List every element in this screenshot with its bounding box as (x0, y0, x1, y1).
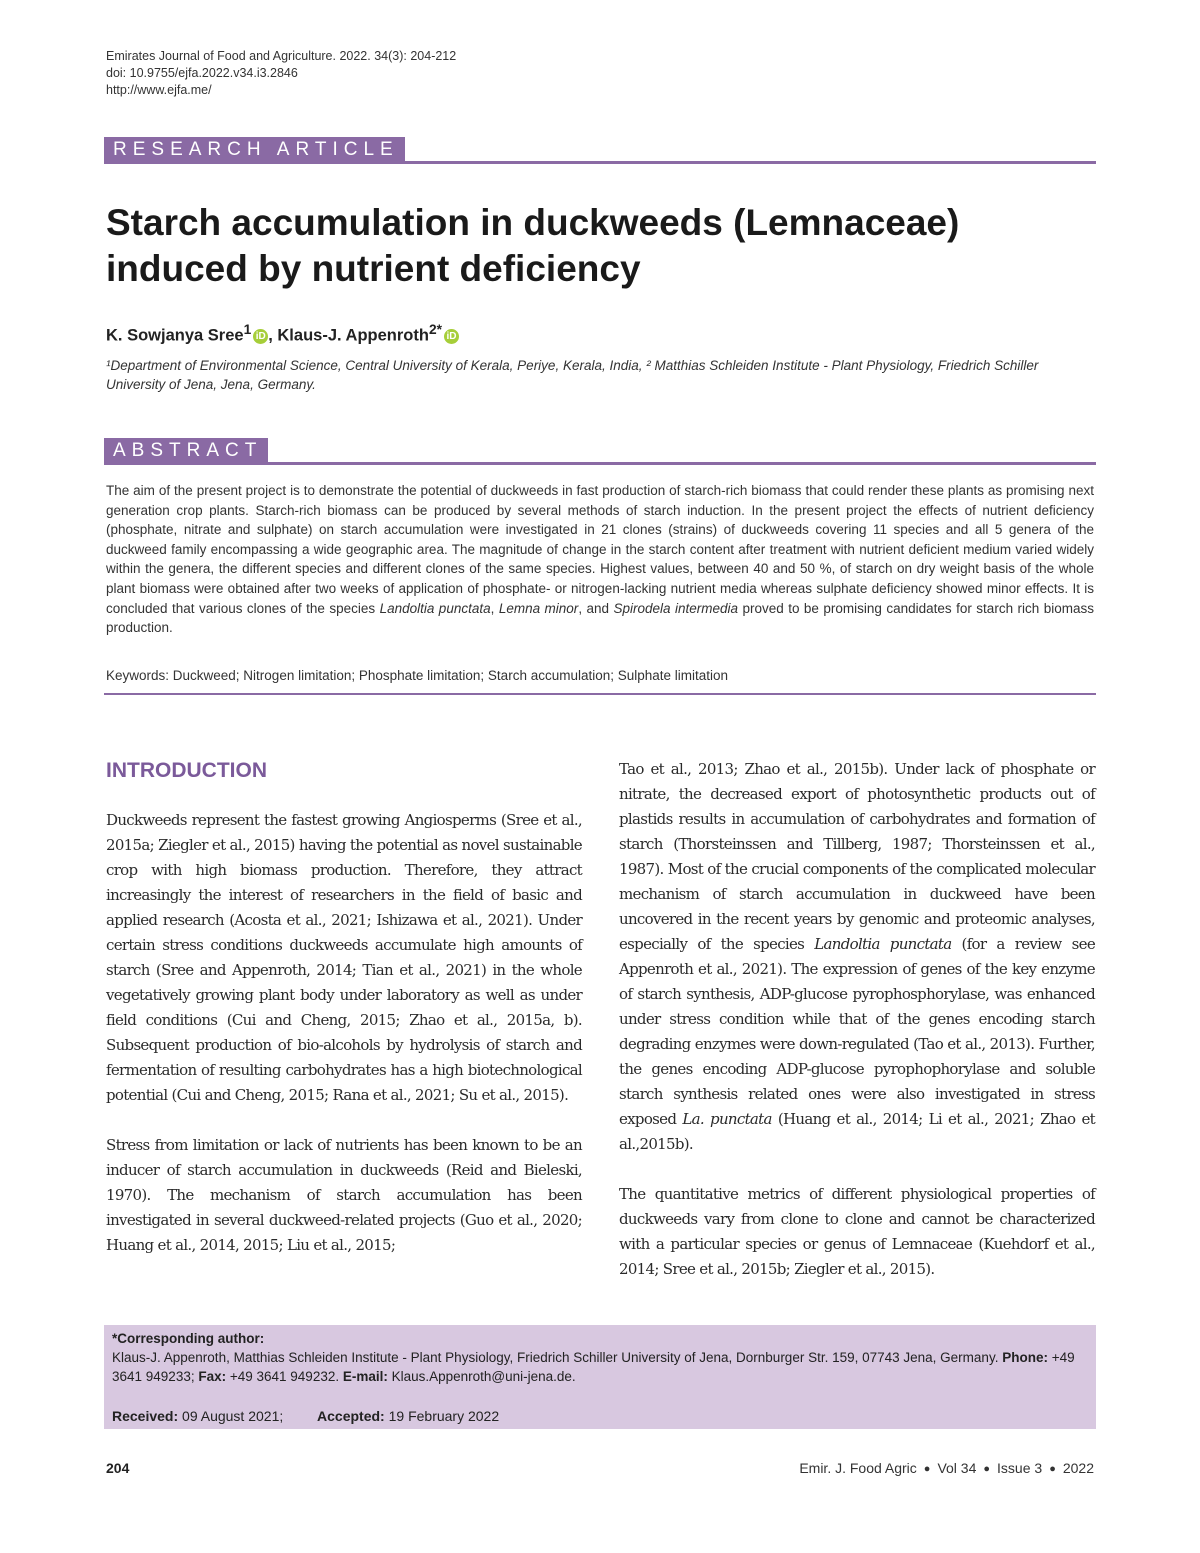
article-type-label: RESEARCH ARTICLE (104, 137, 405, 163)
author-1: K. Sowjanya Sree (106, 326, 244, 345)
article-type-rule (104, 161, 1096, 164)
abstract-text-2: proved to be promising candidates for starch rich biomass production. (106, 600, 1094, 636)
species-name: Landoltia punctata (814, 935, 952, 953)
author-2: Klaus-J. Appenroth (277, 326, 429, 345)
corresponding-author-info (112, 1329, 1082, 1386)
abstract-sep: , and (578, 600, 614, 616)
phone-label: Phone: (1002, 1350, 1048, 1365)
abstract-body (106, 481, 1094, 638)
corresponding-author-title: *Corresponding author: (112, 1331, 265, 1346)
column-left (106, 808, 582, 1283)
page-number: 204 (106, 1460, 130, 1476)
paragraph (619, 757, 1095, 1157)
article-title: Starch accumulation in duckweeds (Lemnaceae) induced by nutrient deficiency (106, 202, 960, 289)
email-link[interactable]: Klaus.Appenroth@uni-jena.de. (387, 1369, 576, 1384)
paragraph-text: (for a review see Appenroth et al., 2021). The expression of genes of the key enzyme of starch synthesis, ADP-glucose pyrophosphorylase, was enhanced under stress condition while that of the genes encoding starch degrading enzymes were down-regulated (Tao et al., 2013). Further, the genes encoding ADP-glucose pyrophophorylase and soluble starch synthesis related ones were also investigated in stress exposed (619, 935, 1095, 1128)
journal-citation: Emirates Journal of Food and Agriculture. 2022. 34(3): 204-212 (106, 49, 457, 63)
footer-journal-name: Emir. J. Food Agric (799, 1460, 917, 1476)
footer-volume: Vol 34 (937, 1460, 977, 1476)
received-date: 09 August 2021; (178, 1408, 284, 1424)
phone-value: +49 3641 949233; (112, 1350, 1075, 1384)
introduction-heading: INTRODUCTION (106, 759, 267, 782)
species-name: Landoltia punctata (379, 600, 491, 616)
fax-label: Fax: (198, 1369, 227, 1384)
author-separator: , (268, 326, 278, 345)
footer-year: 2022 (1062, 1460, 1094, 1476)
corresponding-author-details (112, 1348, 1082, 1386)
author-2-affil: 2* (428, 322, 442, 337)
abstract-banner (104, 438, 1096, 464)
bullet-icon: ● (1049, 1463, 1056, 1475)
footer-journal (799, 1460, 1094, 1476)
corresponding-author-box (104, 1325, 1096, 1429)
paragraph-text: (Huang et al., 2014; Li et al., 2021; Zhao et al.,2015b). (619, 1110, 1095, 1153)
affiliations: ¹Department of Environmental Science, Central University of Kerala, Periye, Kerala, India, ² Matthias Schleiden Institute - Plant Physiology, Friedrich Schiller University of Jena, Jena, Germany. (106, 358, 1039, 392)
species-name: La. punctata (682, 1110, 772, 1128)
paragraph: Stress from limitation or lack of nutrients has been known to be an inducer of starch accumulation in duckweeds (Reid and Bieleski, 1970). The mechanism of starch accumulation has been investigated in several duckweed-related projects (Guo et al., 2020; Huang et al., 2014, 2015; Liu et al., 2015; (106, 1136, 582, 1254)
paragraph: Duckweeds represent the fastest growing Angiosperms (Sree et al., 2015a; Ziegler et al., 2015) having the potential as novel sustainable crop with high biomass production. Therefore, they attract increasingly the interest of researchers in the field of basic and applied research (Acosta et al., 2021; Ishizawa et al., 2021). Under certain stress conditions duckweeds accumulate high amounts of starch (Sree and Appenroth, 2014; Tian et al., 2021) in the whole vegetatively growing plant body under laboratory as well as under field conditions (Cui and Cheng, 2015; Zhao et al., 2015a, b). Subsequent production of bio-alcohols by hydrolysis of starch and fermentation of resulting carbohydrates has a high biotechnological potential (Cui and Cheng, 2015; Rana et al., 2021; Su et al., 2015). (106, 811, 582, 1104)
abstract-rule (104, 462, 1096, 465)
abstract-sep: , (490, 600, 499, 616)
corresponding-address: Klaus-J. Appenroth, Matthias Schleiden Institute - Plant Physiology, Friedrich Schiller University of Jena, Dornburger Str. 159, 07743 Jena, Germany. (112, 1350, 1003, 1365)
accepted-date: 19 February 2022 (384, 1408, 500, 1424)
keywords: Keywords: Duckweed; Nitrogen limitation; Phosphate limitation; Starch accumulation; Sulphate limitation (106, 668, 729, 683)
journal-doi: doi: 10.9755/ejfa.2022.v34.i3.2846 (106, 66, 298, 80)
bullet-icon: ● (923, 1463, 931, 1475)
abstract-heading: ABSTRACT (104, 438, 268, 464)
column-right (619, 757, 1095, 1307)
paragraph: The quantitative metrics of different physiological properties of duckweeds vary from clone to clone and cannot be characterized with a particular species or genus of Lemnaceae (Kuehdorf et al., 2014; Sree et al., 2015b; Ziegler et al., 2015). (619, 1185, 1095, 1278)
author-1-affil: 1 (243, 322, 252, 337)
species-name: Lemna minor (498, 600, 579, 616)
footer-issue: Issue 3 (997, 1460, 1043, 1476)
author-line (106, 322, 459, 346)
fax-value: +49 3641 949232. (226, 1369, 343, 1384)
species-name: Spirodela intermedia (613, 600, 739, 616)
journal-header (106, 48, 456, 99)
journal-url[interactable]: http://www.ejfa.me/ (106, 83, 212, 97)
paragraph-text: Tao et al., 2013; Zhao et al., 2015b). Under lack of phosphate or nitrate, the decreased export of photosynthetic products out of plastids results in accumulation of carbohydrates and formation of starch (Thorsteinssen and Tillberg, 1987; Thorsteinssen et al., 1987). Most of the crucial components of the complicated molecular mechanism of starch accumulation in duckweed have been uncovered in the recent years by genomic and proteomic analyses, especially of the species (619, 760, 1095, 953)
abstract-text-1: The aim of the present project is to demonstrate the potential of duckweeds in fast production of starch-rich biomass that could render these plants as promising next generation crop plants. Starch-rich biomass can be produced by several methods of starch induction. In the present project the effects of nutrient deficiency (phosphate, nitrate and sulphate) on starch accumulation were investigated in 21 clones (strains) of duckweeds covering 11 species and all 5 genera of the duckweed family encompassing a wide geographic area. The magnitude of change in the starch content after treatment with nutrient deficient medium varied widely within the genera, the different species and different clones of the same species. Highest values, between 40 and 50 %, of starch on dry weight basis of the whole plant biomass were obtained after two weeks of application of phosphate- or nitrogen-lacking nutrient media whereas sulphate deficiency showed minor effects. It is concluded that various clones of the species (106, 483, 1094, 616)
article-type-banner (104, 137, 1096, 163)
accepted-label: Accepted: (317, 1408, 385, 1424)
keywords-rule (104, 693, 1096, 695)
bullet-icon: ● (983, 1463, 991, 1475)
article-dates (112, 1408, 499, 1424)
orcid-icon[interactable]: iD (253, 329, 268, 344)
orcid-icon[interactable]: iD (444, 329, 459, 344)
email-label: E-mail: (342, 1369, 388, 1384)
received-label: Received: (112, 1408, 179, 1424)
